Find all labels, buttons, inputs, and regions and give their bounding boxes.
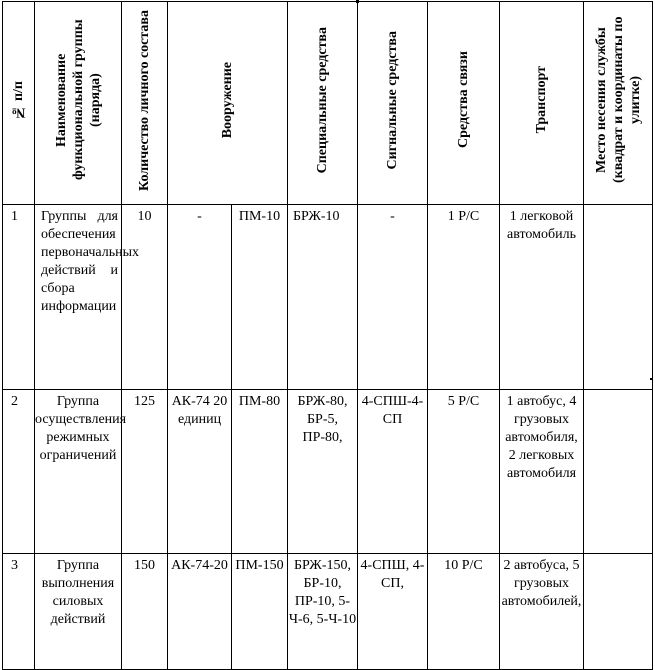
header-personnel: Количество личного состава <box>137 9 152 191</box>
row-location <box>584 390 653 554</box>
row-weapon-1: АК-74 20 единиц <box>168 390 232 554</box>
row-weapon-2: ПМ-150 <box>232 554 288 670</box>
row-signal: 4-СПШ-4-СП <box>358 390 428 554</box>
row-signal: 4-СПШ, 4-СП, <box>358 554 428 670</box>
header-special: Специальные средства <box>315 26 330 174</box>
row-special: БРЖ-10 <box>288 205 358 390</box>
row-personnel: 125 <box>122 390 168 554</box>
header-comm: Средства связи <box>456 51 471 149</box>
row-signal: - <box>358 205 428 390</box>
header-location: Место несения службы (квадрат и координаты по улитке) <box>593 16 643 184</box>
row-location <box>584 205 653 390</box>
header-group-name: Наименование функциональной группы (наряда) <box>53 19 103 181</box>
table-row <box>3 205 653 390</box>
row-special: БРЖ-150, БР-10, ПР-10, 5-Ч-6, 5-Ч-10 <box>288 554 358 670</box>
row-num: 3 <box>3 554 35 670</box>
row-comm: 5 Р/С <box>428 390 500 554</box>
row-comm: 10 Р/С <box>428 554 500 670</box>
duty-groups-table <box>2 1 653 670</box>
row-group-name: Группа осуществления режимных ограничений <box>35 390 122 554</box>
header-weapons-cell <box>168 2 288 205</box>
row-num: 1 <box>3 205 35 390</box>
row-location <box>584 554 653 670</box>
row-comm: 1 Р/С <box>428 205 500 390</box>
row-weapon-2: ПМ-80 <box>232 390 288 554</box>
header-transport-cell <box>500 2 584 205</box>
header-special-cell <box>288 2 358 205</box>
header-signal: Сигнальные средства <box>385 30 400 170</box>
row-personnel: 150 <box>122 554 168 670</box>
header-signal-cell <box>358 2 428 205</box>
header-personnel-cell <box>122 2 168 205</box>
table-row <box>3 554 653 670</box>
header-group-name-cell <box>35 2 122 205</box>
row-special: БРЖ-80, БР-5, ПР-80, <box>288 390 358 554</box>
row-transport: 1 легковой автомобиль <box>500 205 584 390</box>
row-transport: 2 автобуса, 5 грузовых автомобилей, <box>500 554 584 670</box>
header-transport: Транспорт <box>534 66 549 134</box>
table-row <box>3 390 653 554</box>
row-transport: 1 автобус, 4 грузовых автомобиля, 2 легковых автомобиля <box>500 390 584 554</box>
header-location-cell <box>584 2 653 205</box>
header-comm-cell <box>428 2 500 205</box>
table-edge-mark <box>650 378 652 380</box>
row-weapon-2: ПМ-10 <box>232 205 288 390</box>
row-personnel: 10 <box>122 205 168 390</box>
table-edge-mark <box>356 0 359 3</box>
header-weapons: Вооружение <box>220 61 235 139</box>
header-num-cell <box>3 2 35 205</box>
row-group-name: Группа выполнения силовых действий <box>35 554 122 670</box>
header-num: № п/п <box>11 80 26 120</box>
row-group-name: Группы для обеспечения первоначальных действий и сбора информации <box>35 205 122 390</box>
header-row <box>3 2 653 205</box>
row-weapon-1: - <box>168 205 232 390</box>
row-weapon-1: АК-74-20 <box>168 554 232 670</box>
row-num: 2 <box>3 390 35 554</box>
